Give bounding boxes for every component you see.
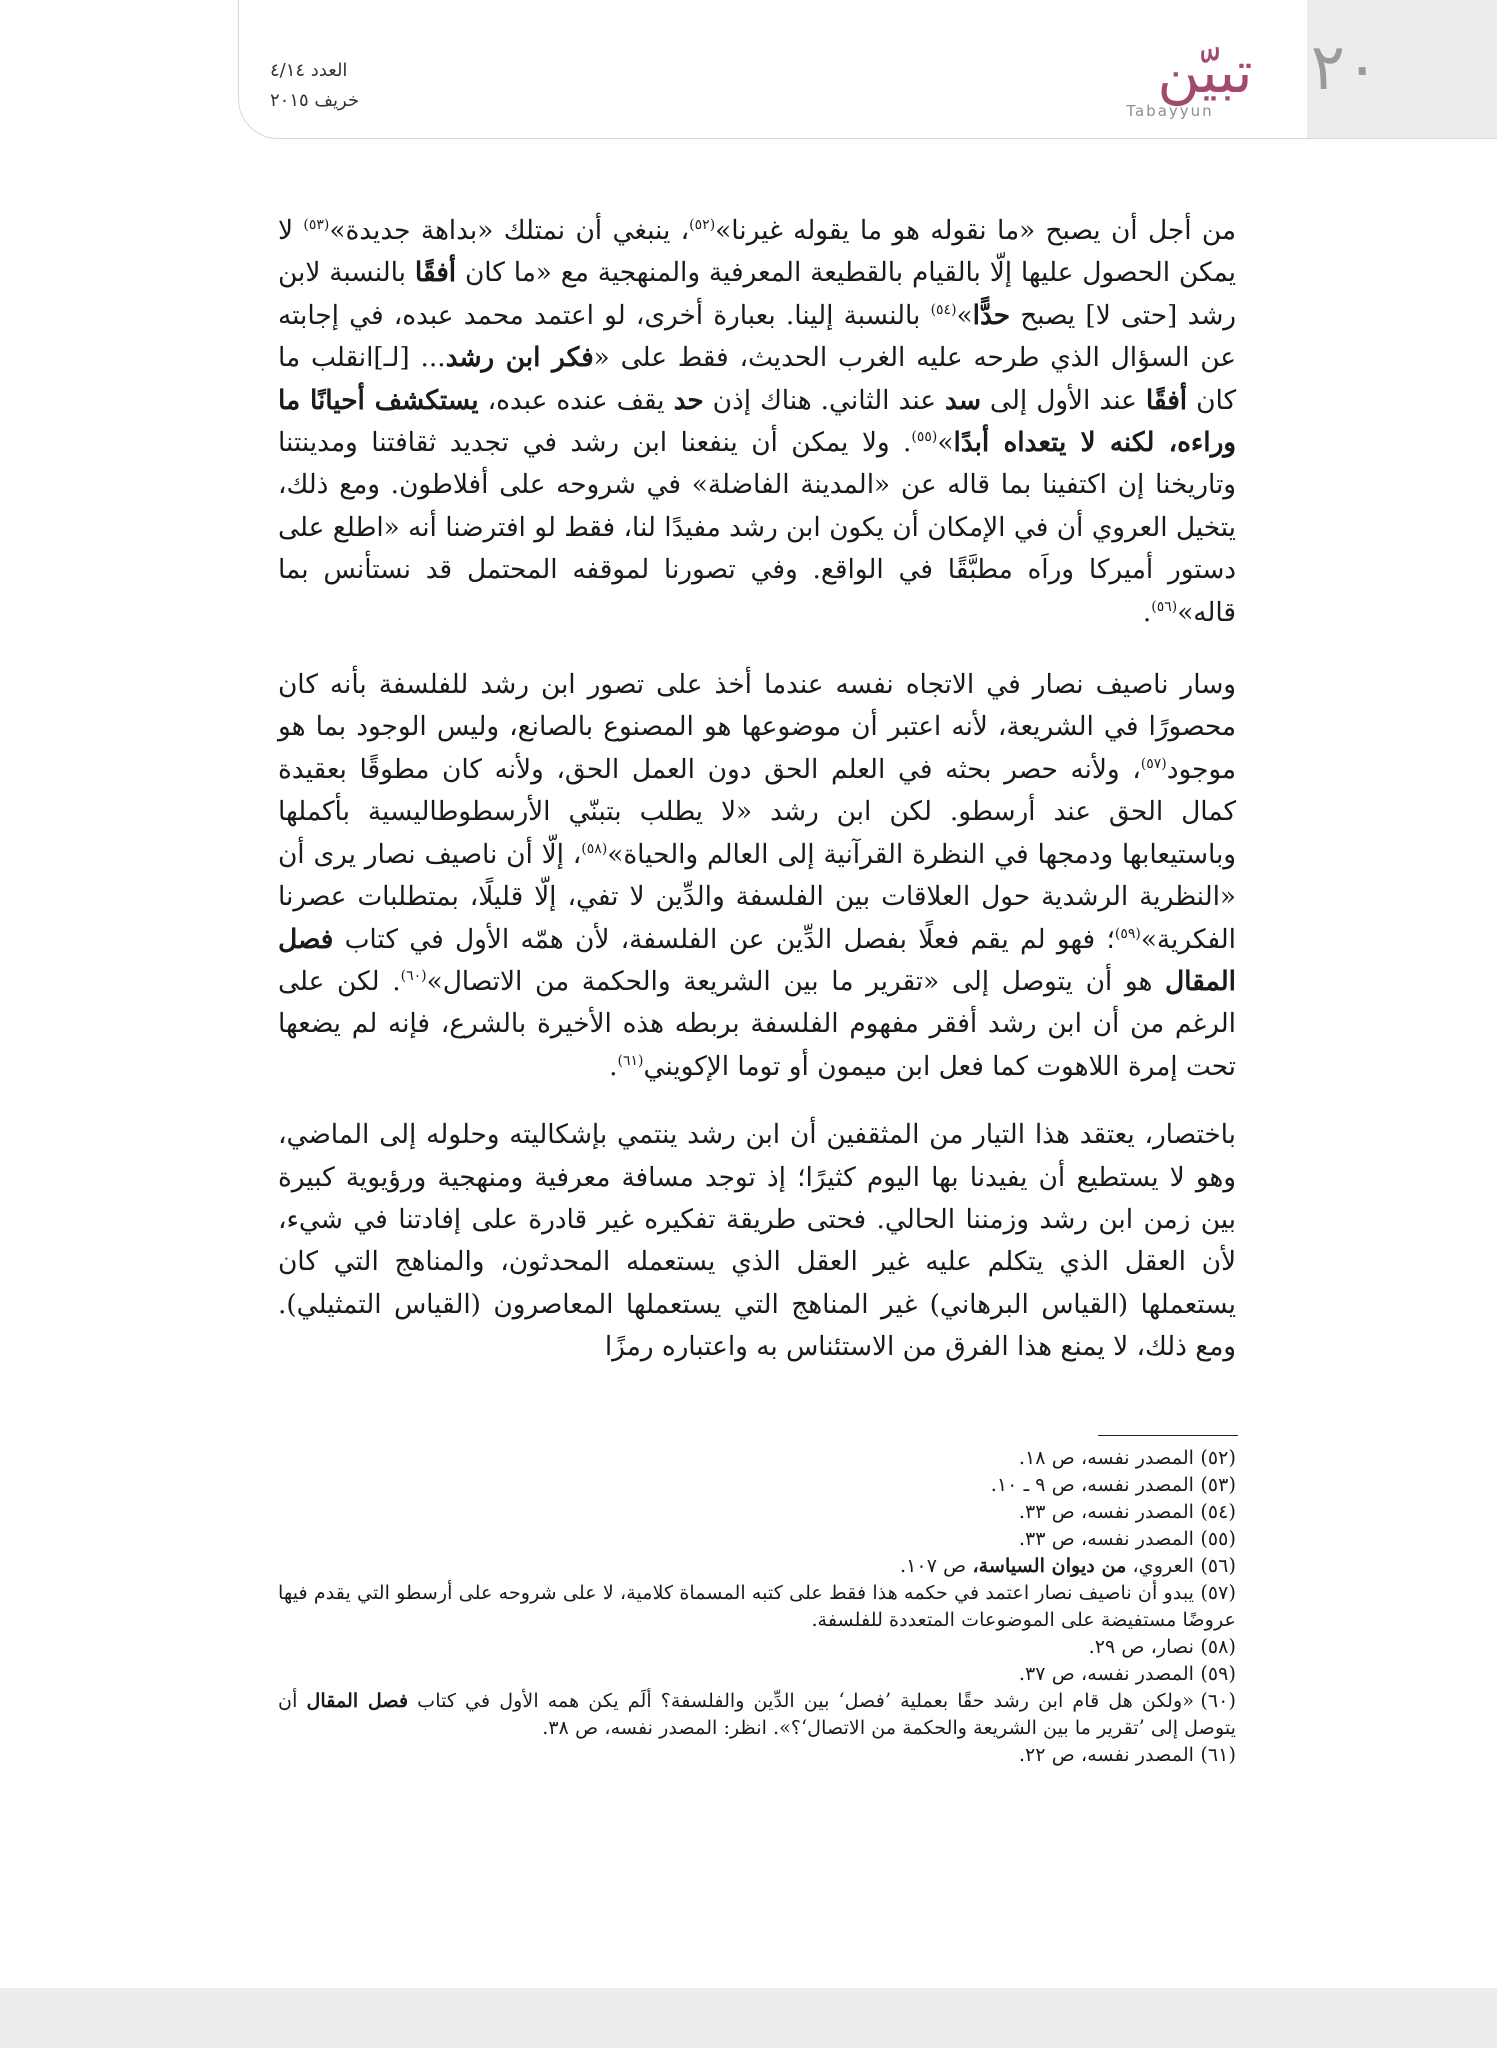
footnote-58: (٥٨)نصار، ص ٢٩. bbox=[1088, 1635, 1236, 1658]
footnote-59: (٥٩)المصدر نفسه، ص ٣٧. bbox=[1018, 1662, 1236, 1685]
footnote-55: (٥٥)المصدر نفسه، ص ٣٣. bbox=[1018, 1527, 1236, 1550]
footnote-54: (٥٤)المصدر نفسه، ص ٣٣. bbox=[1018, 1500, 1236, 1523]
issue-info bbox=[270, 56, 420, 116]
paragraph-3: باختصار، يعتقد هذا التيار من المثقفين أن ابن رشد ينتمي بإشكاليته وحلوله إلى الماضي، وهو لا يستطيع أن يفيدنا بها اليوم كثيرًا؛ إذ توجد مسافة معرفية ومنهجية ورؤيوية كبيرة بين زمن ابن رشد وزمننا الحالي. فحتى طريقة تفكيره غير قادرة على إفادتنا في شيء، لأن العقل الذي يتكلم عليه غير العقل الذي يستعمله المحدثون، والمناهج التي كان يستعملها (القياس البرهاني) غير المناهج التي يستعملها المعاصرون (القياس التمثيلي). ومع ذلك، لا يمنع هذا الفرق من الاستئناس به واعتباره رمزًا bbox=[278, 1120, 1236, 1363]
logo-arabic-text: تبيّن bbox=[1157, 38, 1253, 106]
footnote-53: (٥٣)المصدر نفسه، ص ٩ ـ ١٠. bbox=[990, 1473, 1236, 1496]
footnote-ref[interactable]: (٥٦) bbox=[1151, 598, 1178, 615]
footnote-ref[interactable]: (٥٨) bbox=[581, 840, 608, 857]
footnote-61: (٦١)المصدر نفسه، ص ٢٢. bbox=[1018, 1743, 1236, 1766]
footnote-56: (٥٦)العروي، من ديوان السياسة، ص ١٠٧. bbox=[900, 1554, 1236, 1577]
issue-number: العدد ٤/١٤ bbox=[270, 60, 348, 81]
footnote-ref[interactable]: (٦١) bbox=[617, 1052, 644, 1069]
footnote-ref[interactable]: (٥٥) bbox=[911, 429, 938, 446]
footnote-ref[interactable]: (٦٠) bbox=[400, 968, 427, 985]
paragraph-1: من أجل أن يصبح «ما نقوله هو ما يقوله غيرنا»$^{(٥٢)}$، ينبغي أن نمتلك «بداهة جديدة»$^{(٥٣)}$ لا يمكن الحصول عليها إلّا بالقيام بالقطيعة المعرفية والمنهجية مع «ما كان أفقًا بالنسبة لابن رشد [حتى لا] يصبح حدًّا»$^{(٥٤)}$ بالنسبة إلينا. بعبارة أخرى، لو اعتمد محمد عبده، في إجابته عن السؤال الذي طرحه عليه الغرب الحديث، فقط على «فكر ابن رشد... [لـ]انقلب ما كان أفقًا عند الأول إلى سد عند الثاني. هناك إذن حد يقف عنده عبده، يستكشف أحيانًا ما وراءه، لكنه لا يتعداه أبدًا»$^{(٥٥)}$. ولا يمكن أن ينفعنا ابن رشد في تجديد ثقافتنا ومدينتنا وتاريخنا إن اكتفينا بما قاله عن «المدينة الفاضلة» في شروحه على أفلاطون. ومع ذلك، يتخيل العروي أن في الإمكان أن يكون ابن رشد مفيدًا لنا، فقط لو افترضنا أنه «اطلع على دستور أميركا وراَه مطبَّقًا في الواقع. وفي تصورنا لموقفه المحتمل قد نستأنس بما قاله»$^{(٥٦)}$. bbox=[278, 216, 1237, 628]
footnote-ref[interactable]: (٥٤) bbox=[930, 302, 957, 319]
footnote-ref[interactable]: (٥٩) bbox=[1114, 925, 1141, 942]
page-number: ٢٠ bbox=[1310, 31, 1380, 105]
footnote-60: (٦٠)«ولكن هل قام ابن رشد حقًا بعملية ’فصل‘ بين الدِّين والفلسفة؟ ألَم يكن همه الأول في كتاب فصل المقال أن يتوصل إلى ’تقرير ما بين الشريعة والحكمة من الاتصال‘؟». انظر: المصدر نفسه، ص ٣٨. bbox=[278, 1689, 1236, 1739]
paragraph-2: وسار ناصيف نصار في الاتجاه نفسه عندما أخذ على تصور ابن رشد للفلسفة بأنه كان محصورًا في الشريعة، لأنه اعتبر أن موضوعها هو المصنوع بالصانع، وليس الوجود بما هو موجود$^{(٥٧)}$، ولأنه حصر بحثه في العلم الحق دون العمل الحق، ولأنه كان مطوقًا بعقيدة كمال الحق عند أرسطو. لكن ابن رشد «لا يطلب بتبنّي الأرسطوطاليسية بأكملها وباستيعابها ودمجها في النظرة القرآنية إلى العالم والحياة»$^{(٥٨)}$، إلّا أن ناصيف نصار يرى أن «النظرية الرشدية حول العلاقات بين الفلسفة والدِّين لا تفي، إلّا قليلًا، بمتطلبات عصرنا الفكرية»$^{(٥٩)}$؛ فهو لم يقم فعلًا بفصل الدِّين عن الفلسفة، لأن همّه الأول في كتاب فصل المقال هو أن يتوصل إلى «تقرير ما بين الشريعة والحكمة من الاتصال»$^{(٦٠)}$. لكن على الرغم من أن ابن رشد أفقر مفهوم الفلسفة بربطه هذه الأخيرة بالشرع، فإنه لم يضعها تحت إمرة اللاهوت كما فعل ابن ميمون أو توما الإكويني$^{(٦١)}$. bbox=[278, 670, 1236, 1082]
footnote-ref[interactable]: (٥٢) bbox=[689, 217, 716, 234]
footnote-divider bbox=[1098, 1435, 1238, 1436]
issue-season: خريف ٢٠١٥ bbox=[270, 90, 360, 111]
footnote-52: (٥٢)المصدر نفسه، ص ١٨. bbox=[1018, 1446, 1236, 1469]
logo-latin-text: Tabayyun bbox=[1126, 102, 1214, 120]
main-text bbox=[278, 210, 1236, 1395]
footnotes bbox=[278, 1444, 1236, 1768]
footnote-ref[interactable]: (٥٧) bbox=[1140, 756, 1167, 773]
page-bottom-band bbox=[0, 1988, 1497, 2048]
footnote-57: (٥٧)يبدو أن ناصيف نصار اعتمد في حكمه هذا فقط على كتبه المسماة كلامية، لا على شروحه على أرسطو التي يقدم فيها عروضًا مستفيضة على الموضوعات المتعددة للفلسفة. bbox=[278, 1581, 1236, 1631]
footnote-ref[interactable]: (٥٣) bbox=[303, 217, 330, 234]
